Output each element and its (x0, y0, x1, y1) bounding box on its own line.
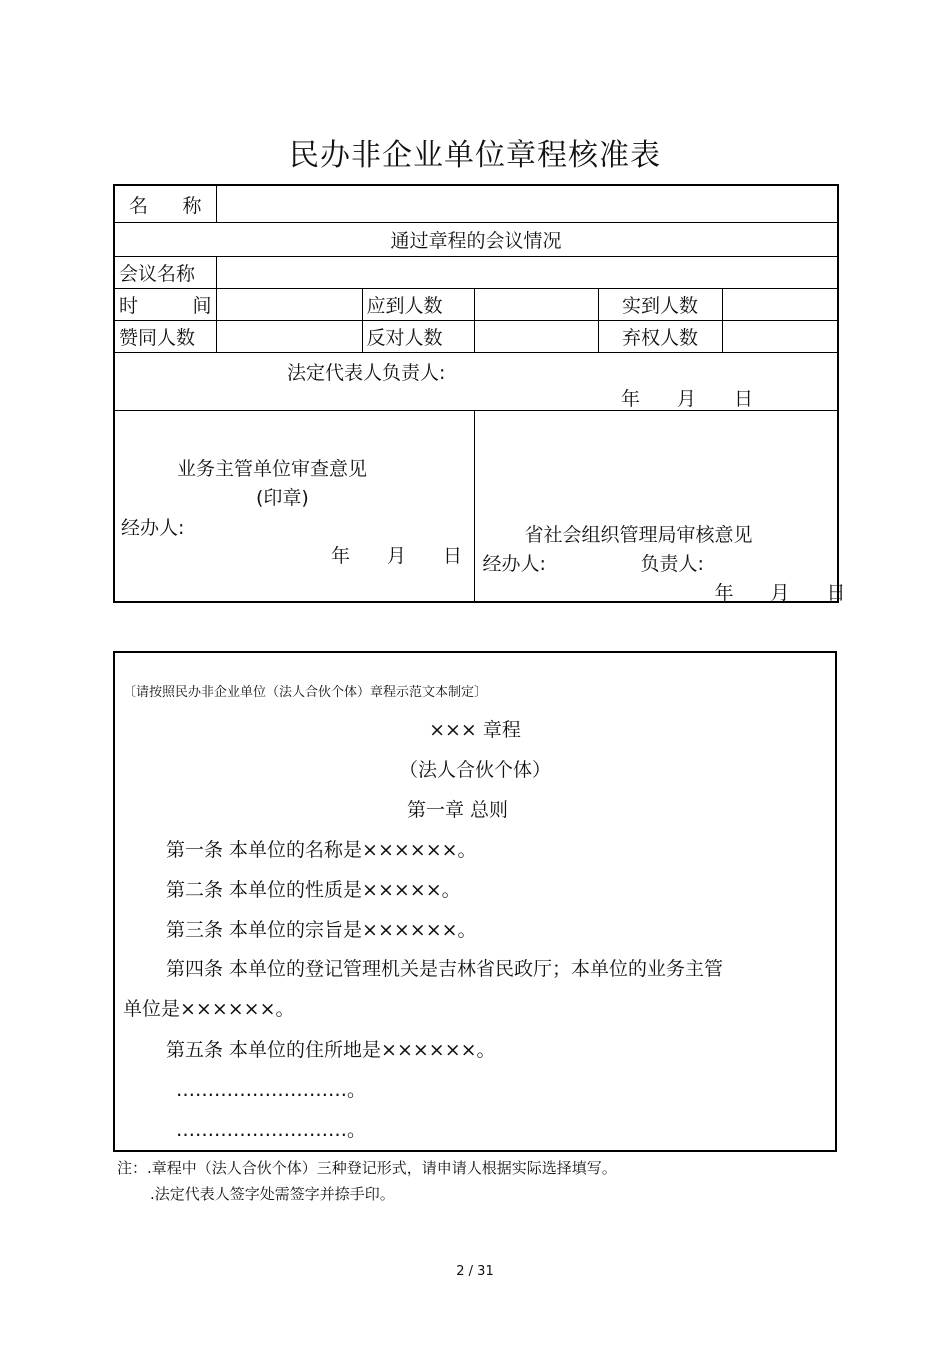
charter-subheading: （法人合伙个体） (398, 759, 551, 781)
time-field[interactable] (216, 289, 362, 321)
charter-article-1: 第一条 本单位的名称是××××××。 (166, 839, 477, 861)
abstain-count-field[interactable] (722, 321, 838, 353)
legal-rep-date-month: 月 (677, 388, 697, 410)
meeting-name-label: 会议名称 (114, 257, 216, 289)
expected-count-label: 应到人数 (362, 289, 474, 321)
note-line-2: .法定代表人签字处需签字并捺手印。 (150, 1185, 395, 1203)
supervisor-date-month: 月 (387, 545, 407, 567)
charter-instruction: 〔请按照民办非企业单位（法人合伙个体）章程示范文本制定〕 (123, 685, 488, 700)
legal-rep-date-year: 年 (621, 388, 641, 410)
oppose-count-label: 反对人数 (362, 321, 474, 353)
bureau-handler-label: 经办人: (482, 553, 546, 575)
expected-count-field[interactable] (474, 289, 598, 321)
legal-rep-date-day: 日 (734, 388, 754, 410)
bureau-opinion-label: 省社会组织管理局审核意见 (524, 524, 753, 546)
charter-ellipsis-2: ………………………。 (176, 1119, 367, 1141)
bureau-date-day: 日 (826, 582, 846, 604)
supervisor-handler-label: 经办人: (121, 517, 185, 539)
note-line-1: 注：.章程中（法人合伙个体）三种登记形式，请申请人根据实际选择填写。 (117, 1159, 617, 1177)
charter-article-2: 第二条 本单位的性质是×××××。 (166, 879, 461, 901)
bureau-date-year: 年 (714, 582, 734, 604)
legal-rep-label: 法定代表人负责人: (287, 362, 446, 384)
charter-heading: ××× 章程 (429, 719, 521, 741)
charter-template-box (113, 651, 837, 1152)
approve-count-label: 赞同人数 (114, 321, 216, 353)
actual-count-field[interactable] (722, 289, 838, 321)
name-label: 名 称 (129, 194, 202, 217)
time-label: 时 间 (119, 295, 212, 317)
time-label-cell (114, 289, 216, 321)
abstain-count-label: 弃权人数 (598, 321, 722, 353)
seal-label: (印章) (256, 487, 309, 509)
supervisor-date-day: 日 (443, 545, 463, 567)
supervisor-opinion-label: 业务主管单位审查意见 (177, 458, 368, 480)
approval-form-table (113, 184, 846, 604)
charter-ellipsis-1: ………………………。 (176, 1079, 367, 1101)
bureau-date-month: 月 (770, 582, 790, 604)
bureau-person-in-charge-label: 负责人: (640, 553, 704, 575)
name-label-cell (114, 185, 216, 223)
meeting-name-field[interactable] (216, 257, 838, 289)
supervisor-date-year: 年 (331, 545, 351, 567)
charter-article-3: 第三条 本单位的宗旨是××××××。 (166, 919, 477, 941)
legal-rep-cell[interactable] (114, 353, 838, 411)
charter-article-5: 第五条 本单位的住所地是××××××。 (166, 1039, 496, 1061)
bureau-opinion-cell[interactable] (474, 411, 846, 604)
actual-count-label: 实到人数 (598, 289, 722, 321)
charter-chapter-heading: 第一章 总则 (407, 799, 509, 821)
meeting-section-header: 通过章程的会议情况 (114, 223, 838, 257)
page-indicator: 2 / 31 (456, 1264, 494, 1279)
page-title: 民办非企业单位章程核准表 (289, 138, 661, 173)
charter-article-4: 第四条 本单位的登记管理机关是吉林省民政厅；本单位的业务主管 (166, 958, 724, 980)
supervisor-opinion-cell[interactable] (114, 411, 474, 603)
charter-article-4-continued: 单位是××××××。 (123, 998, 295, 1020)
name-field[interactable] (216, 185, 838, 223)
approve-count-field[interactable] (216, 321, 362, 353)
oppose-count-field[interactable] (474, 321, 598, 353)
